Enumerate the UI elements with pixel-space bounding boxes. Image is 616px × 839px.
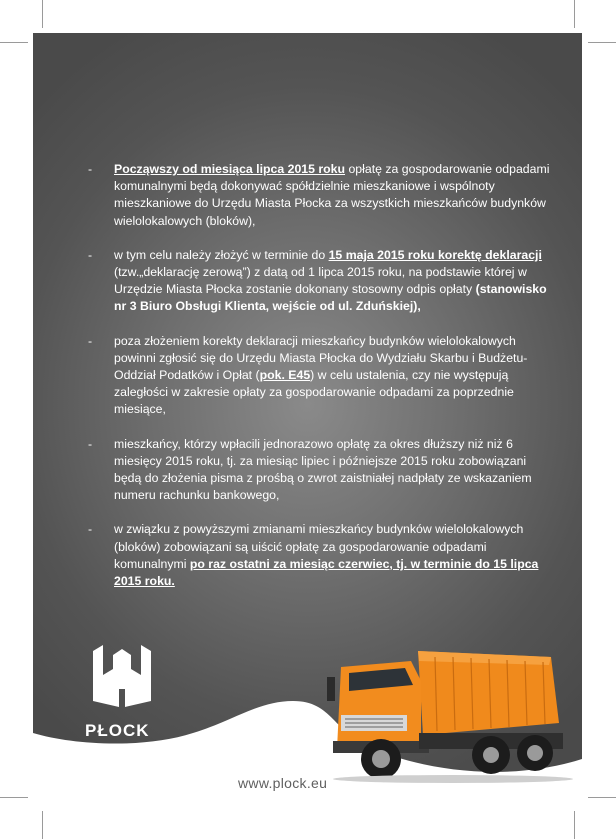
bullet-dash: - [88,333,93,348]
crop-mark [574,811,575,839]
announcement-text: w tym celu należy złożyć w terminie do [114,247,329,262]
crop-mark [588,797,616,798]
announcement-text: pok. E45 [259,368,311,383]
bullet-dash: - [88,436,93,451]
crop-mark [0,42,28,43]
announcement-text: w związku z powyższymi zmianami mieszkańcy budynków wielolokalowych (bloków) zobowiązani są uiścić opłatę za gospodarowanie odpadami komunalnymi [114,522,524,571]
announcement-text: (tzw.„deklarację zerową”) z datą od 1 lipca 2015 roku, na podstawie której w Urzędzie Miasta Płocka zostanie dokonany stosowny odpis opłaty [114,265,527,297]
announcement-text: po raz ostatni za miesiąc czerwiec, tj. w terminie do 15 lipca 2015 roku. [114,556,539,589]
flyer-card [33,33,582,806]
logo-wordmark: PŁOCK [85,721,150,740]
bullet-dash: - [88,247,93,262]
bullet-dash: - [88,522,93,537]
announcement-text: Począwszy od miesiąca lipca 2015 roku [114,162,346,176]
announcement-text: mieszkańcy, którzy wpłacili jednorazowo opłatę za okres dłuższy niż niż 6 miesięcy 2015 roku, tj. za miesiąc lipiec i późniejsze 2015 roku zobowiązani będą do złożenia pisma z prośbą o zwrot zaistniałej nadpłaty ze wskazaniem numeru rachunku bankowego, [114,436,532,503]
plock-crown-logo-icon [89,645,155,711]
crop-mark [588,42,616,43]
crop-mark [42,811,43,839]
website-url[interactable]: www.plock.eu [238,775,328,791]
announcement-text: poza złożeniem korekty deklaracji mieszkańcy budynków wielolokalowych powinni zgłosić się do Urzędu Miasta Płocka do Wydziału Skarbu i Budżetu-Oddział Podatków i Opłat ( [114,333,528,383]
garbage-truck-icon [323,623,573,783]
announcement-text: 15 maja 2015 roku korektę deklaracji [328,247,542,262]
crop-mark [0,797,28,798]
crop-mark [42,0,43,28]
announcement-text: (stanowisko nr 3 Biuro Obsługi Klienta, wejście od ul. Zduńskiej), [114,282,547,314]
announcement-text: ) w celu ustalenia, czy nie występują zaległości w zakresie opłaty za gospodarowanie odpadami za poprzednie miesiące, [114,368,514,417]
bullet-dash: - [88,162,93,176]
crop-mark [574,0,575,28]
announcement-text: opłatę za gospodarowanie odpadami komunalnymi będą dokonywać spółdzielnie mieszkaniowe i wspólnoty mieszkaniowe do Urzędu Miasta Płocka za wszystkich mieszkańców budynków wielolokalowych (bloków), [114,162,550,228]
